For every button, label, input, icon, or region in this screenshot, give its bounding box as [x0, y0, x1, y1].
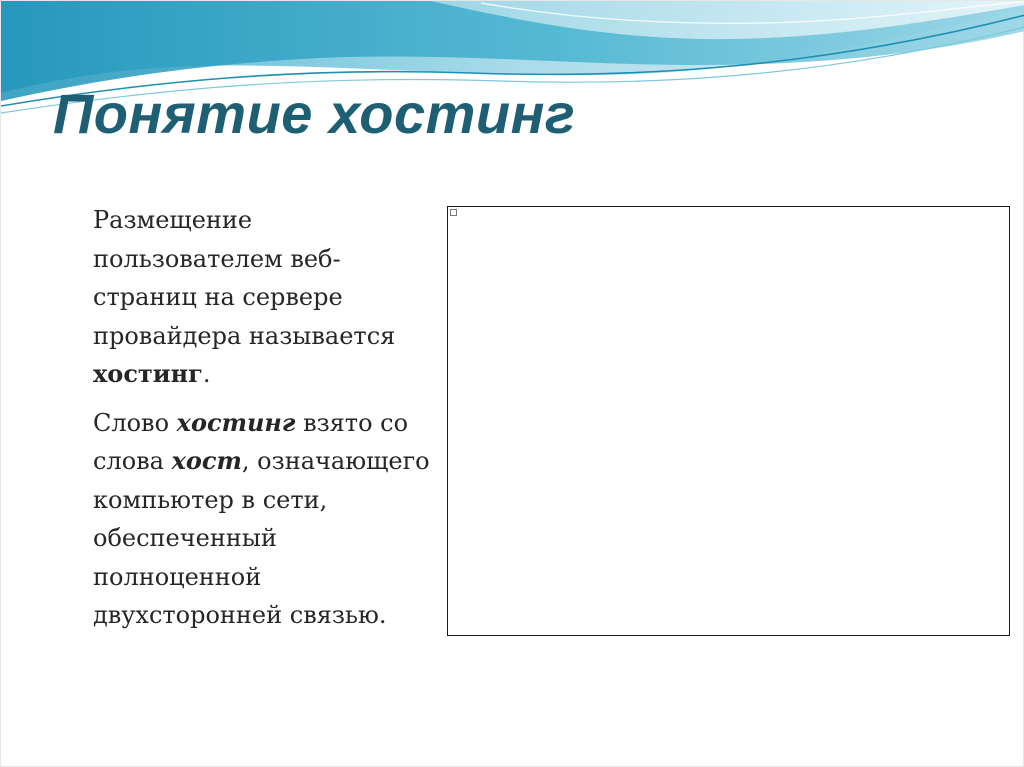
- paragraph2-part3: , означающего компьютер в сети, обеспеченный полноценной двухсторонней связью.: [93, 447, 430, 629]
- paragraph2-part2: взято со слова: [93, 408, 409, 475]
- image-placeholder: [447, 206, 1010, 636]
- paragraph1-text: Размещение пользователем веб-страниц на сервере провайдера называется: [93, 206, 396, 350]
- paragraph2-part1: Слово: [93, 408, 177, 437]
- paragraph-word-origin: [93, 404, 443, 635]
- paragraph1-end: .: [202, 360, 211, 388]
- term-host: хост: [171, 446, 242, 475]
- paragraph-hosting-definition: [93, 201, 443, 394]
- term-hosting-italic: хостинг: [176, 407, 296, 437]
- broken-image-icon: [450, 209, 457, 216]
- body-text: [93, 201, 443, 635]
- term-hosting: хостинг: [93, 359, 203, 388]
- slide-title: Понятие хостинг: [53, 82, 576, 145]
